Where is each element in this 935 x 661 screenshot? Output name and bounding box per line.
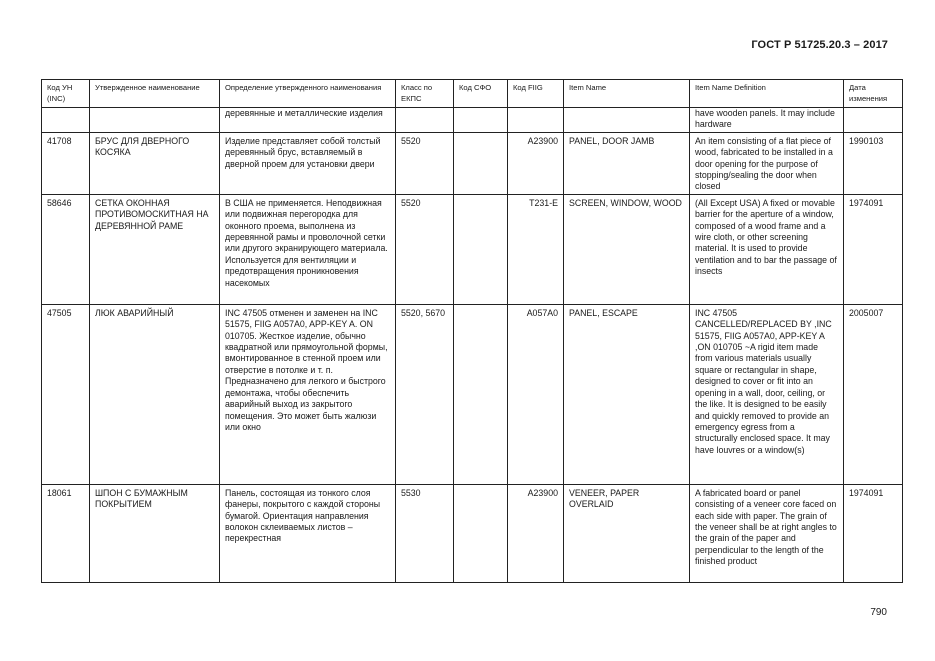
cell-definition-en: (All Except USA) A fixed or movable barrier for the aperture of a window, composed of a wood frame and a wire cloth, or other screening material. It is used to provide ventilation and to bar the passage of insects (690, 194, 844, 304)
cell-item-name: PANEL, ESCAPE (564, 304, 690, 484)
page-number: 790 (870, 607, 887, 618)
cell-sfo (454, 108, 508, 133)
cell-sfo (454, 132, 508, 194)
column-header-definition-en: Item Name Definition (690, 80, 844, 108)
cell-fiig: T231-E (508, 194, 564, 304)
cell-inc: 58646 (42, 194, 90, 304)
cell-inc: 18061 (42, 484, 90, 582)
document-header: ГОСТ Р 51725.20.3 – 2017 (751, 39, 888, 51)
cell-date: 2005007 (844, 304, 903, 484)
cell-name-ru: ЛЮК АВАРИЙНЫЙ (90, 304, 220, 484)
cell-fiig: A23900 (508, 484, 564, 582)
cell-class: 5520 (396, 194, 454, 304)
cell-class (396, 108, 454, 133)
column-header-class: Класс по ЕКПС (396, 80, 454, 108)
cell-sfo (454, 194, 508, 304)
cell-definition-en: have wooden panels. It may include hardware (690, 108, 844, 133)
cell-definition-ru: Панель, состоящая из тонкого слоя фанеры, покрытого с каждой стороны бумагой. Ориентация направления волокон склеиваемых листов – перекрестная (220, 484, 396, 582)
cell-inc: 47505 (42, 304, 90, 484)
table-row (42, 194, 903, 304)
column-header-fiig: Код FIIG (508, 80, 564, 108)
cell-fiig (508, 108, 564, 133)
cell-date: 1974091 (844, 484, 903, 582)
cell-item-name: PANEL, DOOR JAMB (564, 132, 690, 194)
table-row (42, 132, 903, 194)
cell-definition-en: INC 47505 CANCELLED/REPLACED BY ,INC 51575, FIIG A057A0, APP-KEY A ,ON 010705 ~A rigid item made from various materials usually square or rectangular in shape, designed to cover or fit into an opening in a wall, door, ceiling, or the like. It is designed to be easily and quickly removed to provide an emergency egress from a structurally enclosed space. It may have louvres or a window(s) (690, 304, 844, 484)
cell-fiig: A057A0 (508, 304, 564, 484)
cell-inc (42, 108, 90, 133)
cell-date: 1974091 (844, 194, 903, 304)
column-header-definition-ru: Определение утвержденного наименования (220, 80, 396, 108)
cell-name-ru: ШПОН С БУМАЖНЫМ ПОКРЫТИЕМ (90, 484, 220, 582)
cell-definition-ru: Изделие представляет собой толстый деревянный брус, вставляемый в дверной проем для установки двери (220, 132, 396, 194)
cell-name-ru (90, 108, 220, 133)
cell-sfo (454, 304, 508, 484)
cell-date (844, 108, 903, 133)
cell-class: 5520 (396, 132, 454, 194)
column-header-name-ru: Утвержденное наименование (90, 80, 220, 108)
cell-class: 5520, 5670 (396, 304, 454, 484)
cell-item-name (564, 108, 690, 133)
cell-definition-en: A fabricated board or panel consisting of a veneer core faced on each side with paper. The grain of the veneer shall be at right angles to the grain of the paper and perpendicular to the length of the finished product (690, 484, 844, 582)
column-header-sfo: Код СФО (454, 80, 508, 108)
column-header-date: Дата изменения (844, 80, 903, 108)
cell-item-name: SCREEN, WINDOW, WOOD (564, 194, 690, 304)
cell-definition-ru: INC 47505 отменен и заменен на INC 51575, FIIG A057A0, APP-KEY A. ON 010705. Жесткое изделие, обычно квадратной или прямоугольной формы, вмонтированное в стенной проем или отверстие в потолке и т. п. Предназначено для легкого и быстрого демонтажа, чтобы обеспечить аварийный выход из закрытого помещения. Это может быть жалюзи или окно (220, 304, 396, 484)
table-row (42, 484, 903, 582)
table-row-continuation (42, 108, 903, 133)
cell-date: 1990103 (844, 132, 903, 194)
cell-item-name: VENEER, PAPER OVERLAID (564, 484, 690, 582)
cell-inc: 41708 (42, 132, 90, 194)
cell-name-ru: БРУС ДЛЯ ДВЕРНОГО КОСЯКА (90, 132, 220, 194)
cell-fiig: A23900 (508, 132, 564, 194)
table-row (42, 304, 903, 484)
column-header-inc: Код УН (INC) (42, 80, 90, 108)
column-header-item-name: Item Name (564, 80, 690, 108)
cell-sfo (454, 484, 508, 582)
table-header-row (42, 80, 903, 108)
catalog-table (41, 79, 903, 583)
cell-class: 5530 (396, 484, 454, 582)
cell-definition-en: An item consisting of a flat piece of wood, fabricated to be installed in a door opening for the purpose of stopping/sealing the door when closed (690, 132, 844, 194)
cell-definition-ru: деревянные и металлические изделия (220, 108, 396, 133)
cell-definition-ru: В США не применяется. Неподвижная или подвижная перегородка для оконного проема, выполнена из деревянной рамы и проволочной сетки или другого экранирующего материала. Используется для вентиляции и предотвращения проникновения насекомых (220, 194, 396, 304)
cell-name-ru: СЕТКА ОКОННАЯ ПРОТИВОМОСКИТНАЯ НА ДЕРЕВЯННОЙ РАМЕ (90, 194, 220, 304)
